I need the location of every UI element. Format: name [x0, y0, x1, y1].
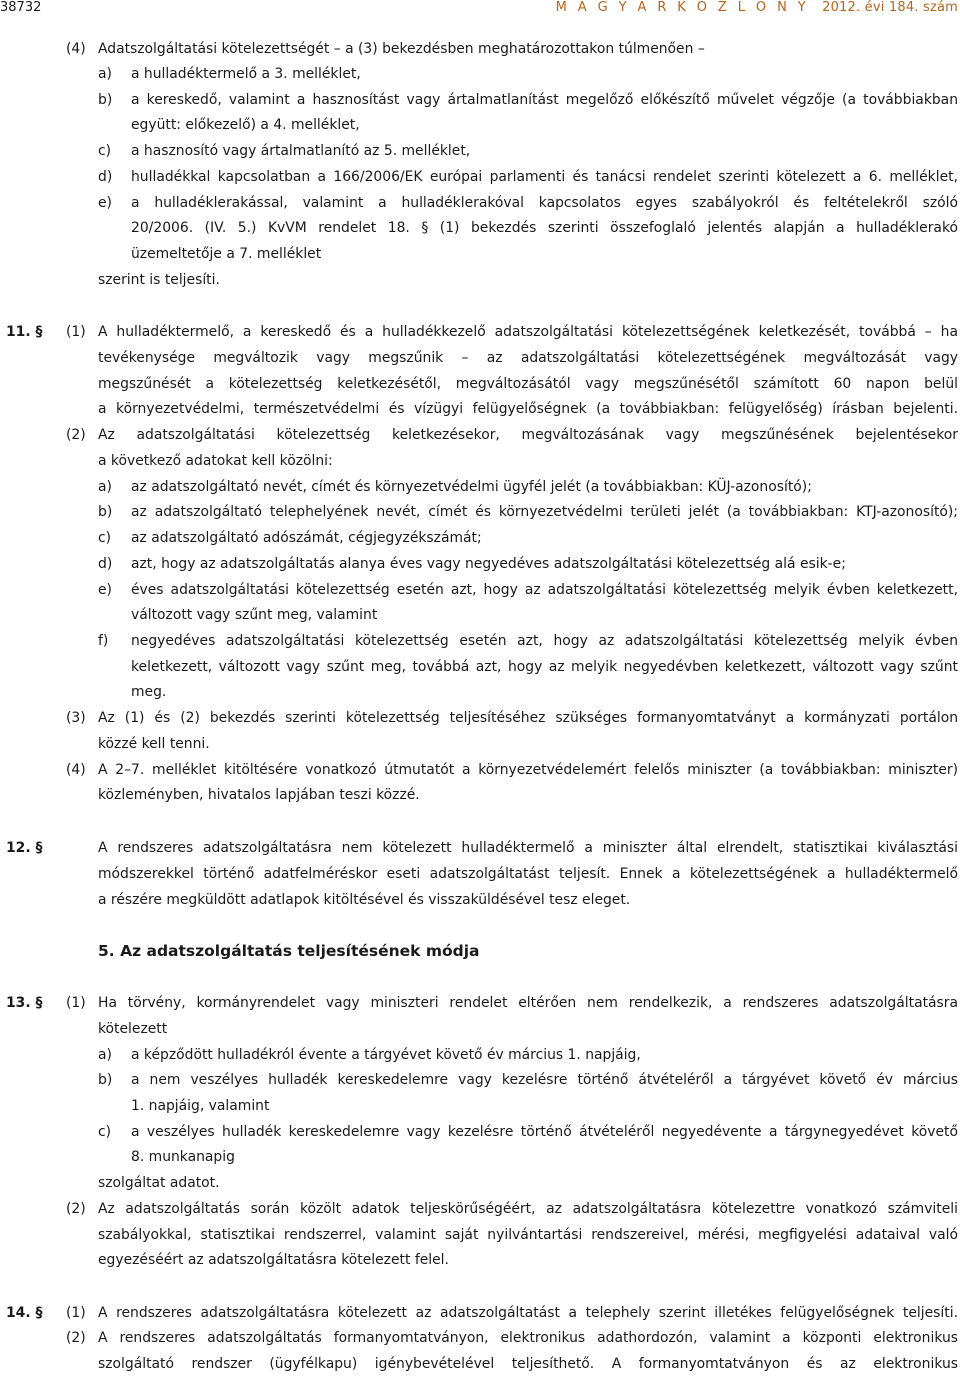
text-line: a részére megküldött adatlapok kitöltésével és visszaküldésével tesz eleget.: [98, 892, 631, 908]
text-line: A rendszeres adatszolgáltatásra nem kötelezett hulladéktermelő a miniszter által elrendelt, statisztikai kiválasztási: [98, 840, 958, 856]
item-label: (2): [66, 1201, 86, 1217]
item-label: a): [98, 1047, 112, 1063]
item-label: (1): [66, 995, 86, 1011]
text-line: a kereskedő, valamint a hasznosítást vagy ártalmatlanítást megelőző előkészítő művelet végzője (a továbbiakban: [131, 92, 958, 108]
text-line: megszűnését a kötelezettség keletkezésétől, megváltozásától vagy megszűnésétől számított 60 napon belül: [98, 376, 958, 392]
text-line: azt, hogy az adatszolgáltatás alanya éves vagy negyedéves adatszolgáltatási kötelezettség alá esik-e;: [131, 556, 846, 572]
item-label: (4): [66, 762, 86, 778]
section-number: 12. §: [6, 840, 43, 856]
item-label: c): [98, 530, 112, 546]
text-line: meg.: [131, 684, 167, 700]
text-line: 8. munkanapig: [131, 1149, 235, 1165]
text-line: üzemeltetője a 7. melléklet: [131, 246, 322, 262]
text-line: A rendszeres adatszolgáltatásra kötelezett az adatszolgáltatást a telephely szerint illetékes felügyelőségnek teljesíti.: [98, 1305, 958, 1321]
item-label: c): [98, 143, 112, 159]
text-line: a következő adatokat kell közölni:: [98, 453, 333, 469]
item-label: b): [98, 92, 113, 108]
item-label: c): [98, 1124, 112, 1140]
text-line: hulladékkal kapcsolatban a 166/2006/EK európai parlamenti és tanácsi rendelet szerinti kötelezett a 6. melléklet,: [131, 169, 958, 185]
text-line: a nem veszélyes hulladék kereskedelemre vagy kezelésre történő átvételéről a tárgyévet követő év március: [131, 1072, 958, 1088]
item-label: e): [98, 195, 112, 211]
page-number: 38732: [0, 0, 42, 15]
text-line: egyezéséért az adatszolgáltatásra kötelezett felel.: [98, 1252, 449, 1268]
section-number: 14. §: [6, 1305, 43, 1321]
text-line: a hulladéklerakással, valamint a hulladéklerakóval kapcsolatos egyes szabályokról és feltételekről szóló: [131, 195, 958, 211]
text-line: az adatszolgáltató telephelyének nevét, címét és környezetvédelmi területi jelét (a továbbiakban: KTJ-azonosító);: [131, 504, 958, 520]
issue-label: 2012. évi 184. szám: [822, 0, 958, 15]
text-line: 1. napjáig, valamint: [131, 1098, 270, 1114]
text-line: kötelezett: [98, 1021, 168, 1037]
item-label: a): [98, 479, 112, 495]
text-line: módszerekkel történő adatfelméréskor eseti adatszolgáltatást teljesít. Ennek a kötelezettségének a hulladéktermelő: [98, 866, 958, 882]
text-line: a veszélyes hulladék kereskedelemre vagy kezelésre történő átvételéről negyedévente a tárgynegyedévet követő: [131, 1124, 958, 1140]
item-label: a): [98, 66, 112, 82]
text-line: szabályokkal, statisztikai rendszerrel, valamint saját nyilvántartási rendszereivel, mérési, megfigyelési adataival való: [98, 1227, 958, 1243]
item-label: (1): [66, 1305, 86, 1321]
section-number: 13. §: [6, 995, 43, 1011]
item-label: f): [98, 633, 109, 649]
section-number: 11. §: [6, 324, 43, 340]
item-label: (2): [66, 427, 86, 443]
text-line: a környezetvédelmi, természetvédelmi és vízügyi felügyelőségnek (a továbbiakban: felügyelőség) írásban bejelenti.: [98, 401, 958, 417]
text-line: 20/2006. (IV. 5.) KvVM rendelet 18. § (1) bekezdés szerinti összefoglaló jelentés alapján a hulladéklerakó: [131, 220, 958, 236]
text-line: szolgáltató rendszer (ügyfélkapu) igénybevételével teljesíthető. A formanyomtatványon és az elektronikus: [98, 1356, 958, 1372]
text-line: negyedéves adatszolgáltatási kötelezettség esetén azt, hogy az adatszolgáltatási kötelezettség melyik évben: [131, 633, 958, 649]
text-line: közzé kell tenni.: [98, 736, 210, 752]
text-line: az adatszolgáltató adószámát, cégjegyzékszámát;: [131, 530, 482, 546]
text-line: szolgáltat adatot.: [98, 1175, 220, 1191]
text-line: Az adatszolgáltatás során közölt adatok teljeskörűségéért, az adatszolgáltatásra kötelezettre vonatkozó számviteli: [98, 1201, 958, 1217]
text-line: az adatszolgáltató nevét, címét és környezetvédelmi ügyfél jelét (a továbbiakban: KÜJ-azonosító);: [131, 479, 812, 495]
page-header: [0, 0, 960, 20]
text-line: a hulladéktermelő a 3. melléklet,: [131, 66, 361, 82]
item-label: d): [98, 169, 113, 185]
item-label: (4): [66, 41, 86, 57]
text-line: Adatszolgáltatási kötelezettségét – a (3) bekezdésben meghatározottakon túlmenően –: [98, 41, 705, 57]
text-line: a hasznosító vagy ártalmatlanító az 5. melléklet,: [131, 143, 471, 159]
item-label: b): [98, 1072, 113, 1088]
text-line: a képződött hulladékról évente a tárgyévet követő év március 1. napjáig,: [131, 1047, 641, 1063]
text-line: éves adatszolgáltatási kötelezettség esetén azt, hogy az adatszolgáltatási kötelezettség melyik évben keletkezett,: [131, 582, 958, 598]
item-label: d): [98, 556, 113, 572]
item-label: (2): [66, 1330, 86, 1346]
text-line: szerint is teljesíti.: [98, 272, 220, 288]
item-label: (1): [66, 324, 86, 340]
text-line: keletkezett, változott vagy szűnt meg, továbbá azt, hogy az melyik negyedévben keletkezett, változott vagy szűnt: [131, 659, 958, 675]
journal-name: M A G Y A R K Ö Z L Ö N Y: [555, 0, 810, 15]
text-line: Ha törvény, kormányrendelet vagy miniszteri rendelet eltérően nem rendelkezik, a rendszeres adatszolgáltatásra: [98, 995, 958, 1011]
text-line: Az (1) és (2) bekezdés szerinti kötelezettség teljesítéséhez szükséges formanyomtatványt a kormányzati portálon: [98, 710, 958, 726]
subheading: 5. Az adatszolgáltatás teljesítésének módja: [98, 942, 480, 960]
text-line: változott vagy szűnt meg, valamint: [131, 607, 378, 623]
item-label: b): [98, 504, 113, 520]
text-line: A hulladéktermelő, a kereskedő és a hulladékkezelő adatszolgáltatási kötelezettségének keletkezését, továbbá – ha: [98, 324, 958, 340]
journal-title: [556, 0, 958, 15]
text-line: A 2–7. melléklet kitöltésére vonatkozó útmutatót a környezetvédelemért felelős miniszter (a továbbiakban: miniszter): [98, 762, 958, 778]
text-line: Az adatszolgáltatási kötelezettség keletkezésekor, megváltozásának vagy megszűnésének bejelentésekor: [98, 427, 958, 443]
text-line: A rendszeres adatszolgáltatás formanyomtatványon, elektronikus adathordozón, valamint a központi elektronikus: [98, 1330, 958, 1346]
text-line: tevékenysége megváltozik vagy megszűnik – az adatszolgáltatási kötelezettségének megváltozását vagy: [98, 350, 958, 366]
item-label: (3): [66, 710, 86, 726]
text-line: közleményben, hivatalos lapjában teszi közzé.: [98, 787, 420, 803]
text-line: együtt: előkezelő) a 4. melléklet,: [131, 117, 360, 133]
item-label: e): [98, 582, 112, 598]
